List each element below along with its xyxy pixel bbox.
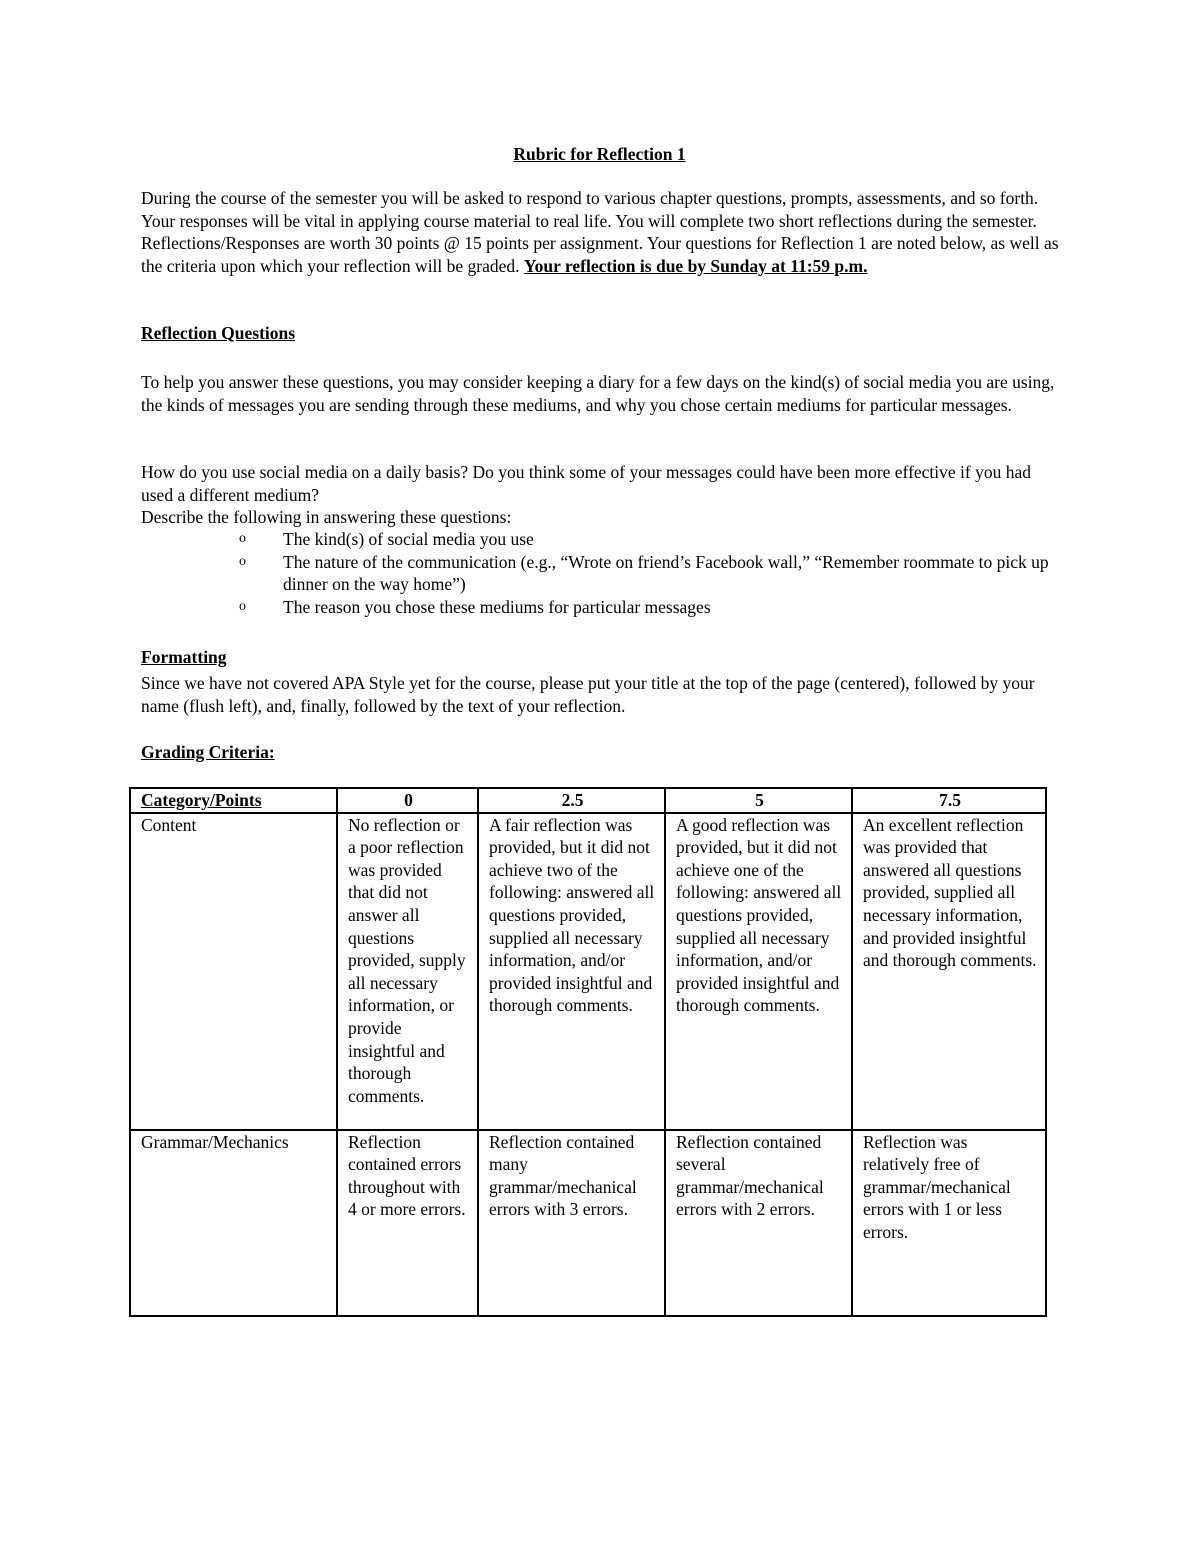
due-date-notice: Your reflection is due by Sunday at 11:59 p.m. [523, 255, 868, 276]
table-row [130, 1130, 1046, 1316]
list-item [239, 528, 1061, 551]
list-item-text: The reason you chose these mediums for particular messages [283, 596, 711, 617]
header-points-7-5: 7.5 [852, 788, 1046, 813]
table-cell: An excellent reflection was provided that answered all questions provided, supplied all necessary information, and provided insightful and thorough comments. [852, 813, 1046, 1130]
header-category-points: Category/Points [130, 788, 337, 813]
category-grammar-mechanics: Grammar/Mechanics [130, 1130, 337, 1316]
header-points-0: 0 [337, 788, 478, 813]
table-cell: A fair reflection was provided, but it did not achieve two of the following: answered all questions provided, supplied all necessary information, and/or provided insightful and thorough comments. [478, 813, 665, 1130]
bullet-icon: o [239, 553, 246, 569]
table-cell: No reflection or a poor reflection was provided that did not answer all questions provided, supply all necessary information, or provide insightful and thorough comments. [337, 813, 478, 1130]
formatting-heading: Formatting [141, 647, 227, 667]
header-points-5: 5 [665, 788, 852, 813]
table-header-row [130, 788, 1046, 813]
bullet-icon: o [239, 598, 246, 614]
table-cell: Reflection contained many grammar/mechanical errors with 3 errors. [478, 1130, 665, 1316]
category-content: Content [130, 813, 337, 1130]
table-cell: A good reflection was provided, but it did not achieve one of the following: answered all questions provided, supplied all necessary information, and/or provided insightful and thorough comments. [665, 813, 852, 1130]
reflection-questions-heading: Reflection Questions [141, 323, 296, 343]
reflection-bullet-list [239, 528, 1061, 618]
reflection-questions-prompt: How do you use social media on a daily basis? Do you think some of your messages could have been more effective if you had used a different medium? [141, 462, 1032, 505]
list-item-text: The kind(s) of social media you use [283, 529, 534, 549]
header-points-2-5: 2.5 [478, 788, 665, 813]
intro-paragraph [141, 187, 1061, 277]
grading-criteria-heading: Grading Criteria: [141, 742, 275, 762]
list-item [239, 551, 1061, 596]
table-cell: Reflection contained several grammar/mechanical errors with 2 errors. [665, 1130, 852, 1316]
table-cell: Reflection was relatively free of grammar/mechanical errors with 1 or less errors. [852, 1130, 1046, 1316]
list-item-text: The nature of the communication (e.g., “Wrote on friend’s Facebook wall,” “Remember roommate to pick up dinner on the way home”) [283, 551, 1049, 595]
table-cell: Reflection contained errors throughout with 4 or more errors. [337, 1130, 478, 1316]
page-title: Rubric for Reflection 1 [513, 144, 686, 164]
reflection-questions-paragraph-1: To help you answer these questions, you may consider keeping a diary for a few days on the kind(s) of social media you are using, the kinds of messages you are sending through these mediums, and why you chose certain mediums for particular messages. [141, 372, 1055, 415]
formatting-paragraph: Since we have not covered APA Style yet for the course, please put your title at the top of the page (centered), followed by your name (flush left), and, finally, followed by the text of your reflection. [141, 673, 1035, 716]
reflection-questions-instruction: Describe the following in answering these questions: [141, 507, 512, 528]
list-item [239, 596, 1061, 619]
grading-rubric-table [129, 787, 1047, 1317]
bullet-icon: o [239, 531, 246, 546]
table-row [130, 813, 1046, 1130]
intro-text: During the course of the semester you will be asked to respond to various chapter questions, prompts, assessments, and so forth. Your responses will be vital in applying course material to real life. You will complete two short reflections during the semester. Reflections/Responses are worth 30 points @ 15 points per assignment. Your questions for Reflection 1 are noted below, as well as the criteria upon which your reflection will be graded. [141, 188, 1059, 276]
reflection-questions-paragraph-2 [141, 461, 1061, 529]
